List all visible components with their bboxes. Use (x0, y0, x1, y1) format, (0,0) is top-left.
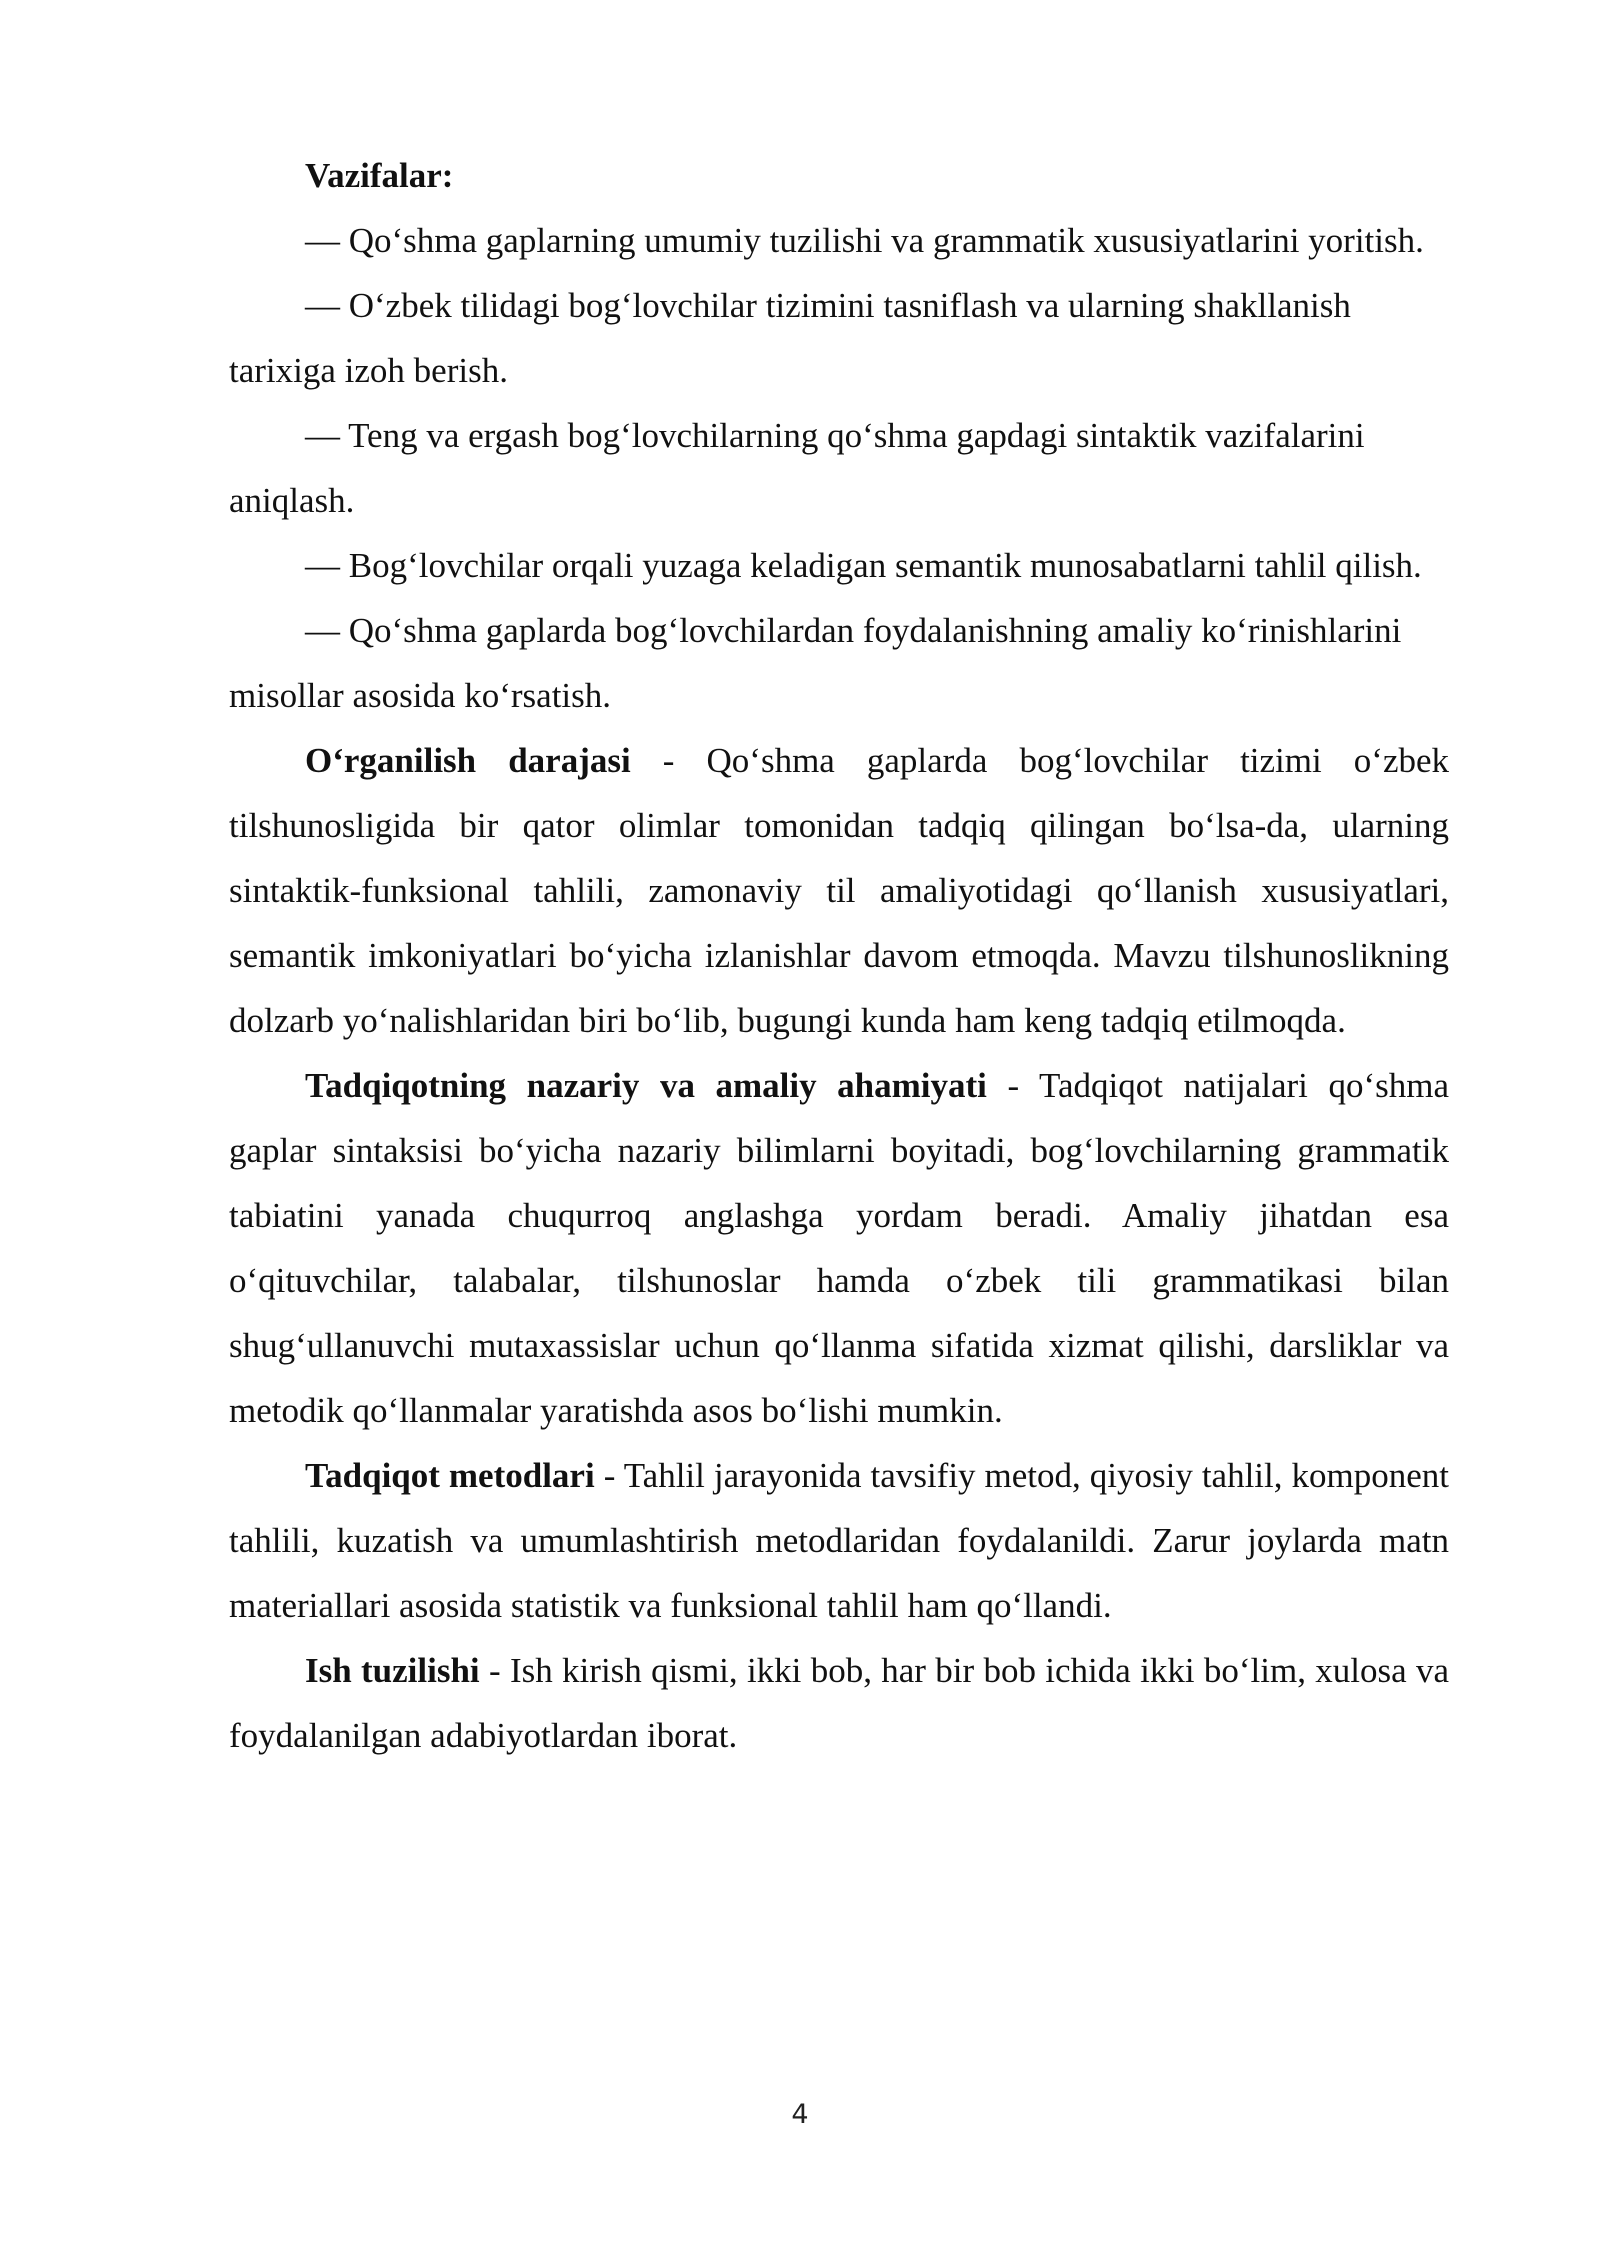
section-text: Ish kirish qismi, ikki bob, har bir bob ichida ikki bo‘lim, xulosa va foydalanilgan adabiyotlardan iborat. (229, 1651, 1449, 1755)
section-separator: - (630, 741, 707, 780)
section-structure (229, 1638, 1449, 1768)
section-separator: - (986, 1066, 1040, 1105)
section-research-level (229, 728, 1449, 1053)
section-text: Qo‘shma gaplarda bog‘lovchilar tizimi o‘zbek tilshunosligida bir qator olimlar tomonidan tadqiq qilingan bo‘lsa-da, ularning sintaktik-funksional tahlili, zamonaviy til amaliyotidagi qo‘llanish xususiyatlari, semantik imkoniyatlari bo‘yicha izlanishlar davom etmoqda. Mavzu tilshunoslikning dolzarb yo‘nalishlaridan biri bo‘lib, bugungi kunda ham keng tadqiq etilmoqda. (229, 741, 1450, 1040)
task-item: — O‘zbek tilidagi bog‘lovchilar tizimini tasniflash va ularning shakllanish tarixiga izoh berish. (229, 286, 1351, 390)
section-separator: - (479, 1651, 510, 1690)
task-item: — Qo‘shma gaplarning umumiy tuzilishi va grammatik xususiyatlarini yoritish. (305, 221, 1424, 260)
section-title: O‘rganilish darajasi (305, 741, 631, 780)
section-text: Tadqiqot natijalari qo‘shma gaplar sintaksisi bo‘yicha nazariy bilimlarni boyitadi, bog‘lovchilarning grammatik tabiatini yanada chuqurroq anglashga yordam beradi. Amaliy jihatdan esa o‘qituvchilar, talabalar, tilshunoslar hamda o‘zbek tili grammatikasi bilan shug‘ullanuvchi mutaxassislar uchun qo‘llanma sifatida xizmat qilishi, darsliklar va metodik qo‘llanmalar yaratishda asos bo‘lishi mumkin. (229, 1066, 1449, 1430)
tasks-heading: Vazifalar: (305, 156, 454, 195)
task-item: — Bog‘lovchilar orqali yuzaga keladigan semantik munosabatlarni tahlil qilish. (305, 546, 1422, 585)
section-title: Ish tuzilishi (305, 1651, 480, 1690)
section-title: Tadqiqotning nazariy va amaliy ahamiyati (305, 1066, 987, 1105)
section-significance (229, 1053, 1449, 1443)
section-title: Tadqiqot metodlari (305, 1456, 595, 1495)
page-number: 4 (791, 2099, 809, 2130)
section-methods (229, 1443, 1449, 1638)
section-separator: - (594, 1456, 624, 1495)
task-item: — Qo‘shma gaplarda bog‘lovchilardan foydalanishning amaliy ko‘rinishlarini misollar asosida ko‘rsatish. (229, 611, 1402, 715)
page-body (229, 143, 1449, 1768)
section-text: Tahlil jarayonida tavsifiy metod, qiyosiy tahlil, komponent tahlili, kuzatish va umumlashtirish metodlaridan foydalanildi. Zarur joylarda matn materiallari asosida statistik va funksional tahlil ham qo‘llandi. (229, 1456, 1449, 1625)
task-item: — Teng va ergash bog‘lovchilarning qo‘shma gapdagi sintaktik vazifalarini aniqlash. (229, 416, 1365, 520)
